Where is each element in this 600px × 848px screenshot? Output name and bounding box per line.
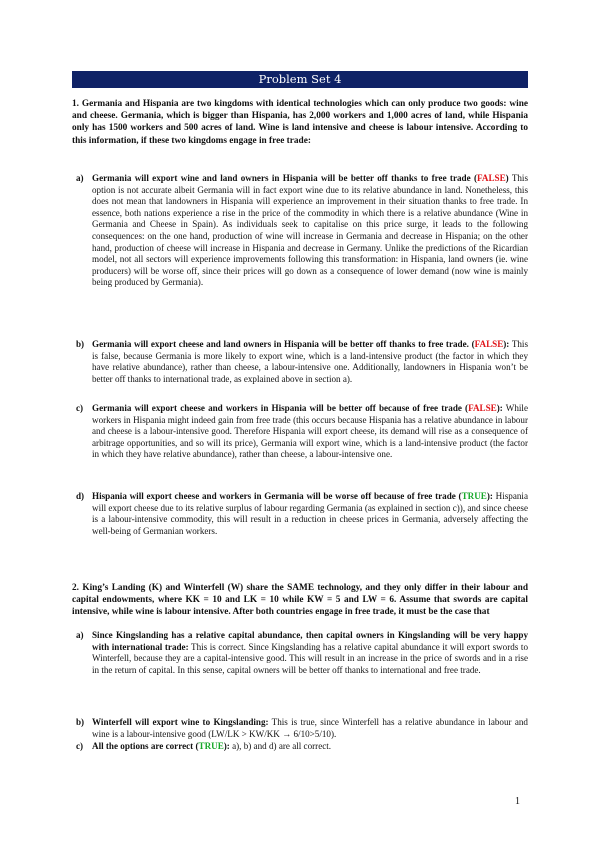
q1-option-a: a) Germania will export wine and land owners in Hispania will be better off thanks to free trade (FALSE) This option is not accurate albeit Germania will in fact export wine due to its relative abundance in land. Nonetheless, this does not mean that landowners in Hispania will experience an improvement in their situation thanks to free trade. In essence, both nations experience a rise in the price of the commodity in which there is a relative abundance (Wine in Germania and Cheese in Spain). As individuals seek to capitalise on this price surge, it leads to the following consequences: on the one hand, production of wine will increase in Germania and decrease in Hispania; on the other hand, production of cheese will increase in Hispania and decrease in Germany. Unlike the predictions of the Ricardian model, not all sectors will experience improvements following this transformation: in Hispania, land owners (ie. wine producers) will be worse off, since their prices will go down as a consequence of lower demand (now wine is mainly being produced by Germania). xyxy=(76,173,528,288)
option-label: d) xyxy=(76,491,85,501)
q2-option-b xyxy=(76,717,528,740)
option-statement: All the options are correct xyxy=(92,741,194,751)
question-1: 1. Germania and Hispania are two kingdoms with identical technologies which can only produce two goods: wine and cheese. Germania, which is bigger than Hispania, has 2,000 workers and 1,000 acres of land, while Hispania only has 1500 workers and 500 acres of land. Wine is land intensive and cheese is labour intensive. According to this information, if these two kingdoms engage in free trade: xyxy=(72,99,528,146)
option-explanation: This option is not accurate albeit Germania will in fact export wine due to its relative abundance in land. Nonetheless, this does not mean that landowners in Hispania will experience an improvement in their situation thanks to free trade. In essence, both nations experience a rise in the price of the commodity in which there is a relative abundance (Wine in Germania and Cheese in Spain). As individuals seek to capitalise on this price surge, it leads to the following consequences: on the one hand, production of wine will increase in Germania and decrease in Hispania; on the other hand, production of cheese will increase in Hispania and decrease in Germany. Unlike the predictions of the Ricardian model, not all sectors will experience improvements following this transformation: in Hispania, land owners (ie. wine producers) will be worse off, since their prices will go down as a consequence of lower demand (now wine is mainly being produced by Germania). xyxy=(92,173,528,288)
q1-option-d: d) Hispania will export cheese and workers in Germania will be worse off because of free trade (TRUE): Hispania will export cheese due to its relative surplus of labour regarding Germania (as explained in section c)), and since cheese is a labour-intensive commodity, this will result in a reduction in cheese prices in Germania, adversely affecting the well-being of Germanian workers. xyxy=(76,491,528,536)
page-number: 1 xyxy=(515,796,520,807)
option-label: a) xyxy=(76,173,84,183)
question-2: 2. King’s Landing (K) and Winterfell (W) share the SAME technology, and they only differ in their labour and capital endowments, where KK = 10 and LK = 10 while KW = 5 and LW = 6. Assume that swords are capital intensive, while wine is labour intensive. After both countries engage in free trade, it must be the case that xyxy=(72,583,528,618)
q2-option-a xyxy=(76,630,528,676)
option-statement: Germania will export wine and land owners in Hispania will be better off thanks to free trade xyxy=(92,173,471,183)
verdict-badge: TRUE xyxy=(461,491,487,501)
q1-option-c: c) Germania will export cheese and workers in Hispania will be better off because of free trade (FALSE): While workers in Hispania might indeed gain from free trade (this occurs because Hispania has a relative abundance in labour and cheese is a labour-intensive good. Therefore Hispania will export cheese, its demand will rise as a consequence of arbitrage opportunities, and so will its price), Germania will export wine, which is a land-intensive product (the factor in which they have relative abundance), rather than cheese, a labour-intensive one. xyxy=(76,403,528,460)
option-explanation: Hispania will export cheese due to its relative surplus of labour regarding Germania (as explained in section c)), and since cheese is a labour-intensive commodity, this will result in a reduction in cheese prices in Germania, adversely affecting the well-being of Germanian workers. xyxy=(92,491,528,536)
option-explanation: This is true, since Winterfell has a relative abundance in labour and wine is a labour-intensive good (LW/LK > KW/KK → 6/10>5/10). xyxy=(92,717,528,739)
option-explanation: a), b) and d) are all correct. xyxy=(229,741,332,751)
option-statement: Germania will export cheese and workers in Hispania will be better off because of free trade xyxy=(92,403,462,413)
option-label: c) xyxy=(76,741,84,751)
option-label: c) xyxy=(76,403,84,413)
option-statement: Germania will export cheese and land owners in Hispania will be better off thanks to free trade. xyxy=(92,339,469,349)
option-label: a) xyxy=(76,630,84,640)
q1-option-b: b) Germania will export cheese and land owners in Hispania will be better off thanks to free trade. (FALSE): This is false, because Germania is more likely to export wine, which is a land-intensive product (the factor in which they have relative abundance), rather than cheese, a labour-intensive one. Additionally, landowners in Hispania won’t be better off thanks to international trade, as explained above in section a). xyxy=(76,339,528,384)
verdict-badge: FALSE xyxy=(477,173,506,183)
q2-option-c: c) All the options are correct (TRUE): a), b) and d) are all correct. xyxy=(76,741,332,751)
option-label: b) xyxy=(76,339,85,349)
option-statement: Hispania will export cheese and workers in Germania will be worse off because of free trade xyxy=(92,491,456,501)
option-statement: Winterfell will export wine to Kingslanding: xyxy=(92,717,269,727)
option-explanation: This is false, because Germania is more likely to export wine, which is a land-intensive product (the factor in which they have relative abundance), rather than cheese, a labour-intensive one. Additionally, landowners in Hispania won’t be better off thanks to international trade, as explained above in section a). xyxy=(92,339,528,384)
option-statement: Since Kingslanding has a relative capital abundance, then capital owners in Kingslanding will be very happy with international trade: xyxy=(92,630,528,652)
verdict-badge: FALSE xyxy=(468,403,497,413)
page-title-banner: Problem Set 4 xyxy=(72,71,528,88)
option-explanation: While workers in Hispania might indeed gain from free trade (this occurs because Hispania has a relative abundance in labour and cheese is a labour-intensive good. Therefore Hispania will export cheese, its demand will rise as a consequence of arbitrage opportunities, and so will its price), Germania will export wine, which is a land-intensive product (the factor in which they have relative abundance), rather than cheese, a labour-intensive one. xyxy=(92,403,528,460)
option-label: b) xyxy=(76,717,85,727)
verdict-badge: FALSE xyxy=(474,339,504,349)
option-explanation: This is correct. Since Kingslanding has a relative capital abundance it will export swords to Winterfell, because they are a capital-intensive good. This will result in an increase in the price of swords and in a rise in the return of capital. In this sense, capital owners will be better off thanks to international and free trade. xyxy=(92,641,528,675)
verdict-badge: TRUE xyxy=(198,741,224,751)
